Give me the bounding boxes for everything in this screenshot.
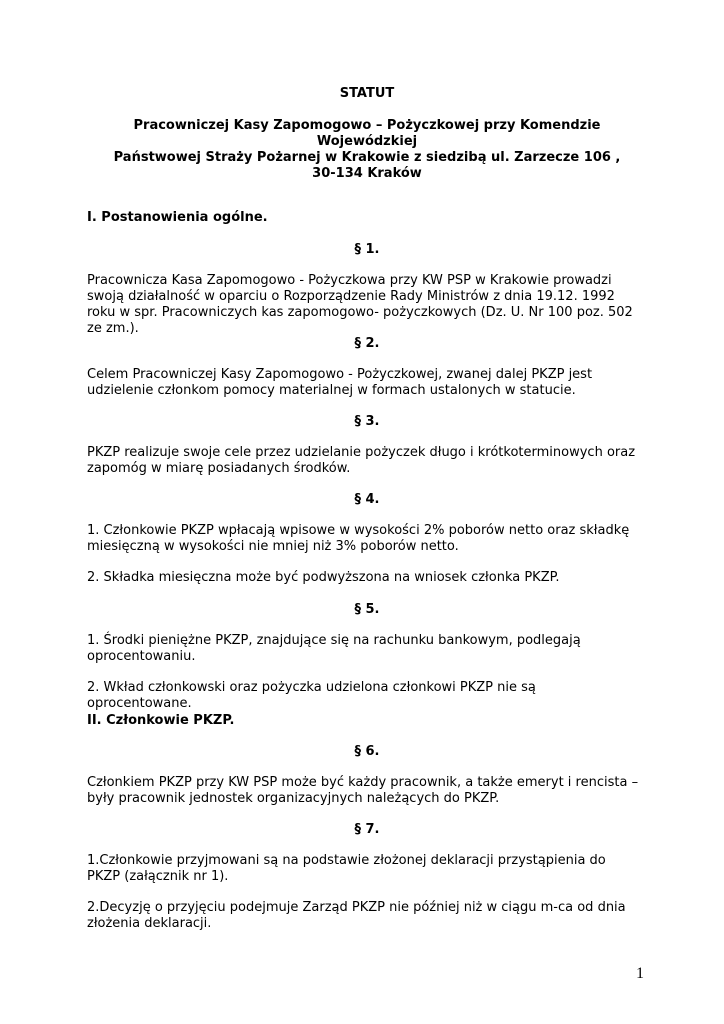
paragraph-symbol-4: § 4.	[354, 492, 380, 507]
paragraph-text: 1. Środki pieniężne PKZP, znajdujące się na rachunku bankowym, podlegają oprocentowaniu.	[87, 633, 581, 664]
section-heading-members: II. Członkowie PKZP.	[87, 713, 235, 728]
paragraph-symbol-7: § 7.	[354, 822, 380, 837]
paragraph-text: 2. Składka miesięczna może być podwyższona na wniosek członka PKZP.	[87, 570, 560, 585]
paragraph-text: Członkiem PKZP przy KW PSP może być każdy pracownik, a także emeryt i rencista – były pracownik jednostek organizacyjnych należących do PKZP.	[87, 775, 639, 806]
paragraph-text: Celem Pracowniczej Kasy Zapomogowo - Pożyczkowej, zwanej dalej PKZP jest udzielenie członkom pomocy materialnej w formach ustalonych w statucie.	[87, 367, 593, 398]
section-heading-general: I. Postanowienia ogólne.	[87, 210, 268, 225]
subtitle-line: Pracowniczej Kasy Zapomogowo – Pożyczkowej przy Komendzie Wojewódzkiej	[133, 118, 601, 149]
document-title: STATUT	[339, 86, 395, 101]
paragraph-text: Pracownicza Kasa Zapomogowo - Pożyczkowa przy KW PSP w Krakowie prowadzi swoją działalność w oparciu o Rozporządzenie Rady Ministrów z dnia 19.12. 1992 roku w spr. Pracowniczych kas zapomogowo- pożyczkowych (Dz. U. Nr 100 poz. 502 ze zm.).	[87, 273, 633, 336]
paragraph-text: 1.Członkowie przyjmowani są na podstawie złożonej deklaracji przystąpienia do PKZP (załącznik nr 1).	[87, 853, 606, 884]
paragraph-symbol-3: § 3.	[354, 414, 380, 429]
paragraph-text: PKZP realizuje swoje cele przez udzielanie pożyczek długo i krótkoterminowych oraz zapomóg w miarę posiadanych środków.	[87, 445, 636, 476]
paragraph-symbol-2: § 2.	[354, 336, 380, 351]
subtitle-line: Państwowej Straży Pożarnej w Krakowie z siedzibą ul. Zarzecze 106 ,	[113, 150, 621, 165]
page-number: 1	[636, 965, 644, 982]
paragraph-symbol-5: § 5.	[354, 602, 380, 617]
paragraph-text: 2.Decyzję o przyjęciu podejmuje Zarząd PKZP nie później niż w ciągu m-ca od dnia złożenia deklaracji.	[87, 900, 626, 931]
subtitle-line: 30-134 Kraków	[312, 166, 422, 181]
paragraph-text: 1. Członkowie PKZP wpłacają wpisowe w wysokości 2% poborów netto oraz składkę miesięczną w wysokości nie mniej niż 3% poborów netto.	[87, 523, 630, 554]
paragraph-symbol-1: § 1.	[354, 242, 380, 257]
document-subtitle	[87, 118, 647, 182]
paragraph-symbol-6: § 6.	[354, 744, 380, 759]
paragraph-text: 2. Wkład członkowski oraz pożyczka udzielona członkowi PKZP nie są oprocentowane.	[87, 680, 536, 711]
